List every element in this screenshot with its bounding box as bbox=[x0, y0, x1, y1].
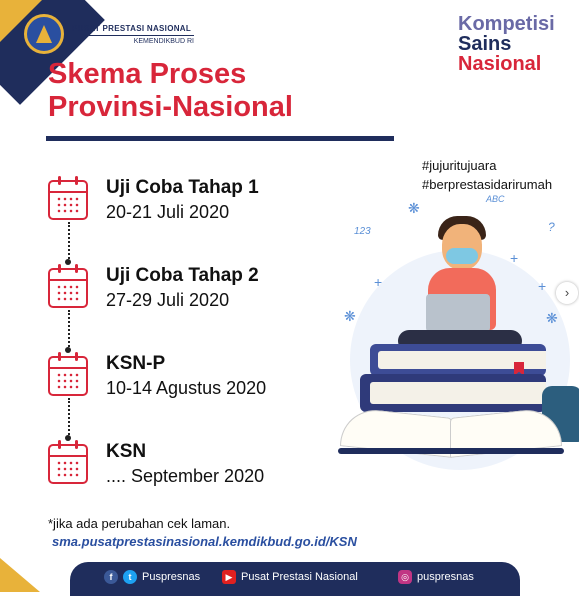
step-date: .... September 2020 bbox=[106, 466, 265, 486]
change-note: *jika ada perubahan cek laman. bbox=[48, 516, 231, 531]
atom-icon: ❋ bbox=[408, 200, 420, 216]
open-book bbox=[330, 412, 570, 456]
timeline-step bbox=[48, 350, 378, 410]
youtube-icon: ▶ bbox=[222, 570, 236, 584]
corner-decoration bbox=[0, 558, 40, 592]
step-date: 20-21 Juli 2020 bbox=[106, 202, 230, 222]
timeline-connector bbox=[68, 398, 70, 438]
org-sub: KEMENDIKBUD RI bbox=[133, 37, 194, 45]
step-title: Uji Coba Tahap 1 bbox=[106, 177, 259, 198]
letters-label: ABC bbox=[486, 194, 505, 204]
timeline-connector bbox=[68, 222, 70, 262]
social-label: Pusat Prestasi Nasional bbox=[241, 571, 358, 583]
timeline-step bbox=[48, 174, 378, 234]
calendar-icon bbox=[48, 444, 88, 484]
hashtag: #berprestasidarirumah bbox=[422, 177, 553, 192]
facebook-icon: f bbox=[104, 570, 118, 584]
plus-icon: + bbox=[538, 278, 547, 294]
timeline-step bbox=[48, 262, 378, 322]
title-underline bbox=[46, 136, 394, 141]
website-link[interactable]: sma.pusatprestasinasional.kemdikbud.go.id/KSN bbox=[52, 534, 357, 549]
step-title: Uji Coba Tahap 2 bbox=[106, 265, 259, 286]
ksn-brand-logo bbox=[458, 14, 555, 74]
title-line-2: Provinsi-Nasional bbox=[48, 91, 293, 123]
twitter-icon: t bbox=[123, 570, 137, 584]
atom-icon: ❋ bbox=[546, 310, 558, 326]
org-logo bbox=[24, 14, 194, 54]
calendar-icon bbox=[48, 356, 88, 396]
social-label: Puspresnas bbox=[142, 571, 201, 583]
brand-line-1: Kompetisi bbox=[458, 13, 555, 35]
social-youtube[interactable] bbox=[222, 570, 358, 584]
org-divider bbox=[72, 35, 194, 36]
timeline-step bbox=[48, 438, 378, 498]
calendar-icon bbox=[48, 268, 88, 308]
book bbox=[360, 374, 546, 412]
step-title: KSN-P bbox=[106, 353, 166, 374]
step-title: KSN bbox=[106, 441, 147, 462]
hashtag: #jujuritujuara bbox=[422, 158, 497, 173]
plus-icon: + bbox=[510, 250, 519, 266]
social-facebook-twitter[interactable] bbox=[104, 570, 200, 584]
step-date: 27-29 Juli 2020 bbox=[106, 290, 230, 310]
social-label: puspresnas bbox=[417, 571, 474, 583]
student-illustration bbox=[330, 190, 579, 490]
step-date: 10-14 Agustus 2020 bbox=[106, 378, 267, 398]
atom-icon: ❋ bbox=[344, 308, 356, 324]
title-line-1: Skema Proses bbox=[48, 58, 247, 90]
social-instagram[interactable] bbox=[398, 570, 474, 584]
org-name: PUSAT PRESTASI NASIONAL bbox=[72, 23, 192, 33]
plus-icon: + bbox=[374, 274, 383, 290]
question-label: ? bbox=[548, 220, 555, 234]
brand-line-3: Nasional bbox=[458, 53, 542, 75]
page-title bbox=[48, 58, 293, 124]
instagram-icon: ◎ bbox=[398, 570, 412, 584]
numbers-label: 123 bbox=[354, 226, 371, 237]
calendar-icon bbox=[48, 180, 88, 220]
laptop-icon bbox=[426, 294, 490, 332]
face-mask bbox=[446, 248, 478, 264]
hashtags bbox=[422, 156, 552, 194]
timeline-connector bbox=[68, 310, 70, 350]
tut-wuri-emblem-icon bbox=[24, 14, 64, 54]
brand-line-2: Sains bbox=[458, 33, 512, 55]
next-arrow-icon[interactable]: › bbox=[556, 282, 578, 304]
